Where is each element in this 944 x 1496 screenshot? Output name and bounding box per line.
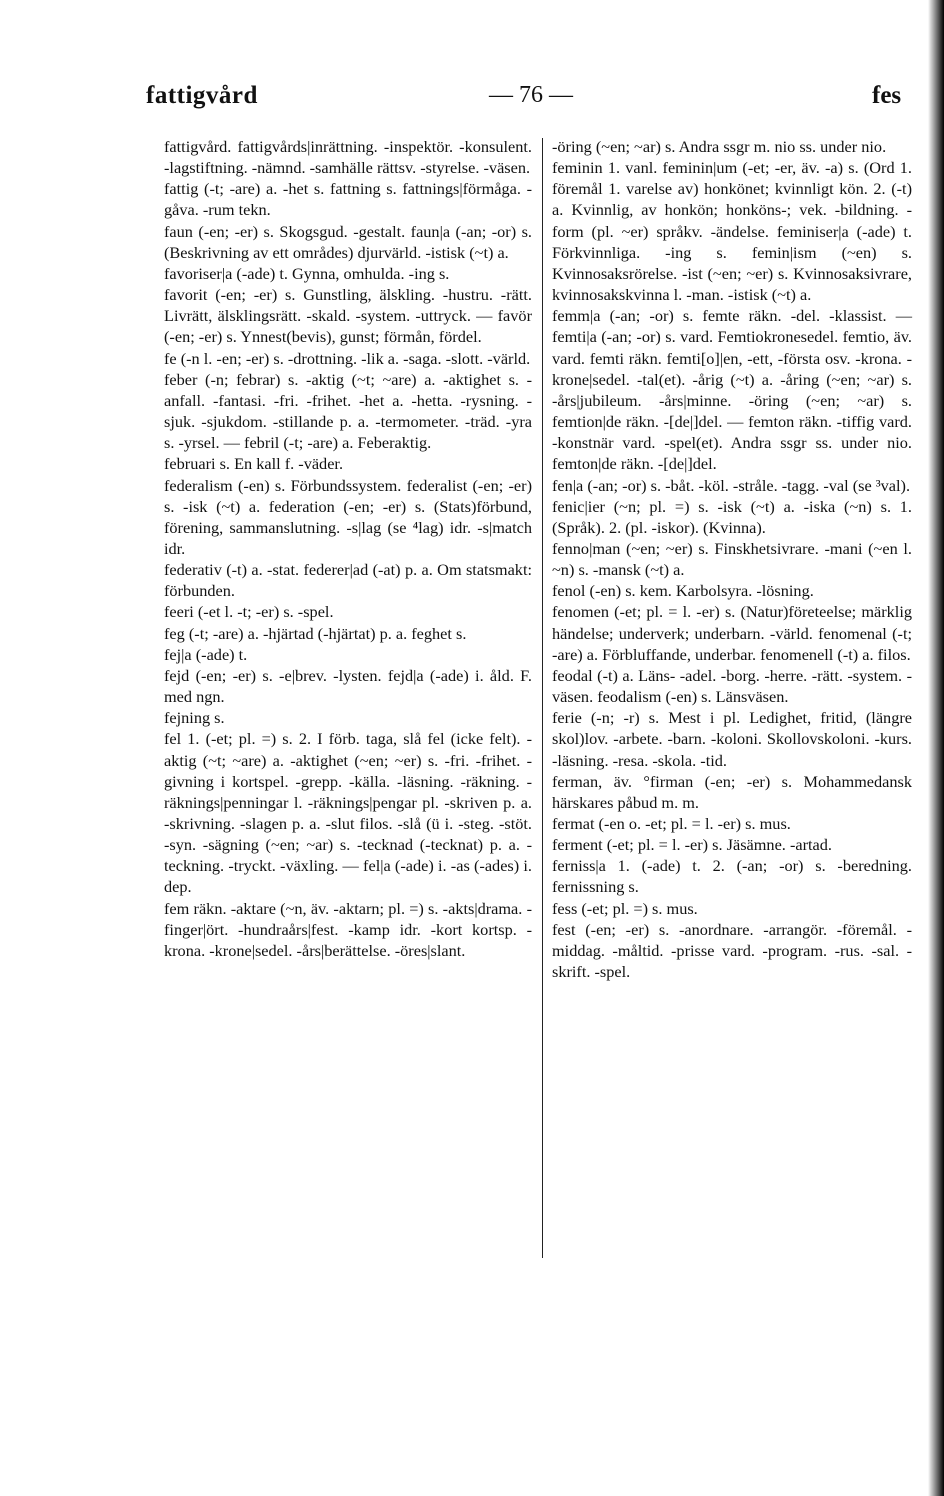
entry-fenol: fenol (-en) s. kem. Karbolsyra. -lösning. [552, 581, 814, 601]
entry-feber: feber (-n; febrar) s. -aktig (~t; ~are) a. -aktighet s. -anfall. -fantasi. -fri. -frihet. -het a. -hetta. -rysning. -sjuk. -sjukdom. -stillande p. a. -termometer. -träd. -yra s. -yrsel. — febril (-t; -are) a. Feberaktig. [164, 369, 532, 453]
page-header [0, 82, 944, 122]
left-column [164, 136, 532, 961]
entry-federativ: federativ (-t) a. -stat. federer|ad (-at) p. a. Om statsmakt: förbunden. [164, 560, 532, 601]
entry-fem: fem räkn. -aktare (~n, äv. -aktarn; pl. =) s. -akts|drama. -finger|ört. -hundraårs|fest. -kamp idr. -kort kortsp. -krona. -krone|sedel. -års|berättelse. -öres|slant. [164, 898, 532, 960]
entry-oring: -öring (~en; ~ar) s. Andra ssgr m. nio ss. under nio. [552, 137, 887, 156]
entry-feeri: feeri (-et l. -t; -er) s. -spel. [164, 602, 334, 622]
entry-fejning: fejning s. [164, 708, 225, 728]
entry-fest: fest (-en; -er) s. -anordnare. -arrangör. -föremål. -middag. -måltid. -prisse vard. -program. -rus. -sal. -skrift. -spel. [552, 919, 912, 982]
entry-fermat: fermat (-en o. -et; pl. = l. -er) s. mus. [552, 814, 791, 833]
entry-fel: fel 1. (-et; pl. =) s. 2. I förb. taga, slå fel (icke felt). -aktig (~t; ~are) a. -aktighet (~en; ~er) s. -fri. -frihet. -givning i kortspel. -grepp. -källa. -läsning. -räkning. -räknings|penningar l. -räknings|pengar pl. -skriven p. a. -skrivning. -slagen p. a. -slut filos. -slå (ü i. -steg. -stöt. -syn. -sägning (~en; ~ar) s. -tecknad (-tecknat) p. a. -teckning. -tryckt. -växling. — fel|a (-ade) i. -as (-ades) i. dep. [164, 729, 532, 897]
entry-feodal: feodal (-t) a. Läns- -adel. -borg. -herre. -rätt. -system. -väsen. feodalism (-en) s. Länsväsen. [552, 665, 912, 707]
entry-fattigvard: fattigvård. fattigvårds|inrättning. -inspektör. -konsulent. -lagstiftning. -nämnd. -samhälle rättsv. -styrelse. -väsen. [164, 137, 532, 178]
entry-fejd: fejd (-en; -er) s. -e|brev. -lysten. fejd|a (-ade) i. åld. F. med ngn. [164, 665, 532, 707]
entry-fena: fen|a (-an; -or) s. -båt. -köl. -stråle. -tagg. -val (se ³val). [552, 475, 911, 495]
entry-fennoman: fenno|man (~en; ~er) s. Finskhetsivrare. -mani (~en l. ~n) s. -mansk (~t) a. [552, 538, 912, 580]
page-number: — 76 — [489, 82, 573, 108]
entry-feminin: feminin 1. vanl. feminin|um (-et; -er, äv. -a) s. (Ord 1. föremål 1. varelse av) honkönet; kvinnligt kön. 2. (-t) a. Kvinnlig, av honkön; honköns-; vek. -bildning. -form (pl. ~er) språkv. -ändelse. feminiser|a (-ade) t. Förkvinnliga. -ing s. femin|ism (~en) s. Kvinnosaksrörelse. -ist (~en; ~er) s. Kvinnosaksivrare, kvinnosakskvinna l. -man. -istisk (~t) a. [552, 158, 912, 305]
entry-fernissa: ferniss|a 1. (-ade) t. 2. (-an; -or) s. -beredning. fernissning s. [552, 856, 912, 897]
entry-fenomen: fenomen (-et; pl. = l. -er) s. (Natur)företeelse; märklig händelse; underverk; underbarn. -värld. fenomenal (-t; -are) a. Förbluffande, underbar. fenomenell (-t) a. filos. [552, 602, 912, 664]
entry-ferment: ferment (-et; pl. = l. -er) s. Jäsämne. -artad. [552, 835, 832, 855]
entry-februari: februari s. En kall f. -väder. [164, 454, 344, 474]
entry-femma: femm|a (-an; -or) s. femte räkn. -del. -klassist. — femti|a (-an; -or) s. vard. Femtiokronesedel. femtio, äv. vard. femti räkn. femti[o]|en, -ett, -första osv. -krona. -krone|sedel. -tal(et). -årig (~t) a. -åring (~en; ~ar) s. -års|jubileum. -års|minne. -öring (~en; ~ar) s. femtion|de räkn. -[de|]del. — femton räkn. -tiffig vard. -konstnär vard. -spel(et). Andra ssgr ss. under nio. femton|de räkn. -[de|]del. [552, 306, 912, 474]
entry-fe: fe (-n l. -en; -er) s. -drottning. -lik a. -saga. -slott. -värld. [164, 348, 531, 368]
header-left-headword: fattigvård [146, 82, 258, 109]
entry-favorisera: favoriser|a (-ade) t. Gynna, omhulda. -ing s. [164, 263, 450, 283]
entry-fattig: fattig (-t; -are) a. -het s. fattning s. fattnings|förmåga. -gåva. -rum tekn. [164, 179, 532, 220]
entry-feg: feg (-t; -are) a. -hjärtad (-hjärtat) p. a. feghet s. [164, 623, 467, 643]
right-column [552, 136, 912, 982]
entry-fenicier: fenic|ier (~n; pl. =) s. -isk (~t) a. -iska (~n) s. 1. (Språk). 2. (pl. -iskor). (Kvinna). [552, 496, 912, 537]
entry-fess: fess (-et; pl. =) s. mus. [552, 898, 698, 918]
entry-feja: fej|a (-ade) t. [164, 644, 248, 664]
column-divider [542, 138, 543, 1258]
scan-edge-shadow [928, 0, 944, 1496]
entry-favorit: favorit (-en; -er) s. Gunstling, älskling. -hustru. -rätt. Livrätt, älsklingsrätt. -skald. -system. -uttryck. — favör (-en; -er) s. Ynnest(bevis), gunst; förmån, fördel. [164, 285, 532, 347]
entry-ferie: ferie (-n; -r) s. Mest i pl. Ledighet, fritid, (längre skol)lov. -arbete. -barn. -koloni. Skollovskoloni. -kurs. -läsning. -resa. -skola. -tid. [552, 708, 912, 770]
entry-faun: faun (-en; -er) s. Skogsgud. -gestalt. faun|a (-an; -or) s. (Beskrivning av ett områdes) djurvärld. -istisk (~t) a. [164, 221, 532, 262]
entry-federalism: federalism (-en) s. Förbundssystem. federalist (-en; -er) s. -isk (~t) a. federation (-en; -er) s. (Stats)förbund, förening, sammanslutning. -s|lag (se ⁴lag) idr. -s|match idr. [164, 475, 532, 558]
entry-ferman: ferman, äv. °firman (-en; -er) s. Mohammedansk härskares påbud m. m. [552, 771, 912, 812]
header-right-headword: fes [872, 82, 902, 109]
